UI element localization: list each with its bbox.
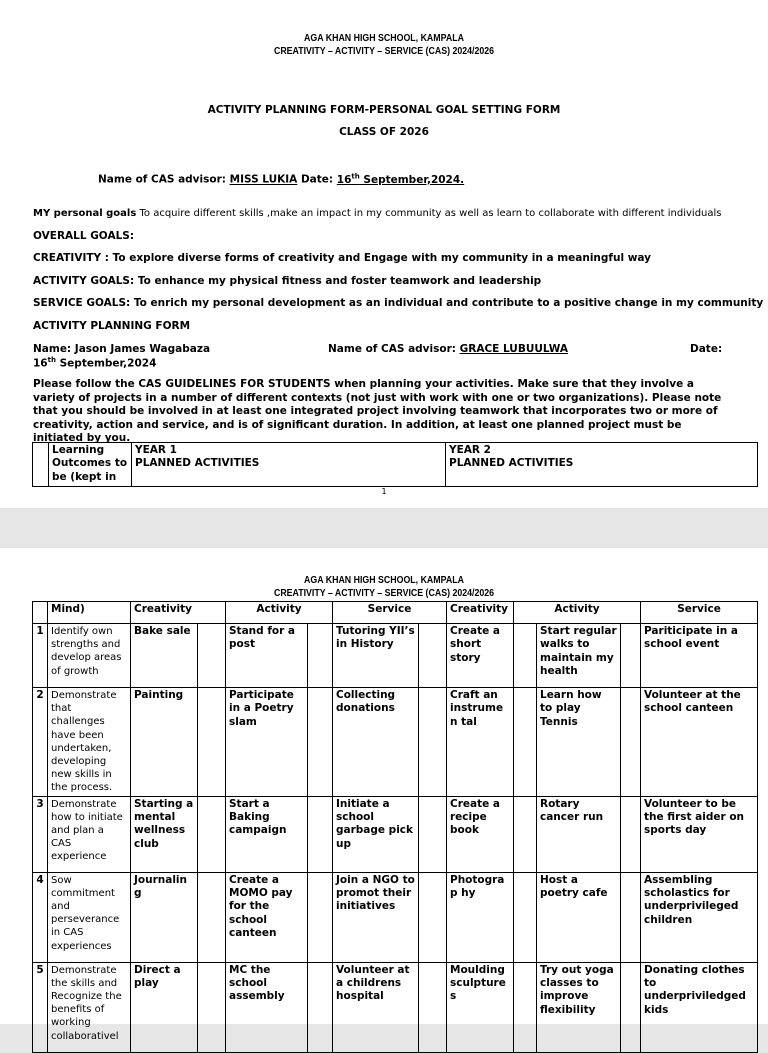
empty-cell [198, 872, 226, 962]
empty-cell [308, 796, 333, 872]
advisor2-name: GRACE LUBUULWA [459, 343, 568, 355]
year2-header [446, 443, 758, 487]
overall-goals: OVERALL GOALS: [33, 230, 135, 242]
school-name: AGA KHAN HIGH SCHOOL, KAMPALA [304, 33, 464, 44]
personal-goals-text: To acquire different skills ,make an impact in my community as well as learn to collaborate with different individuals [136, 208, 722, 219]
table-header-row [33, 602, 758, 624]
empty-cell [514, 688, 537, 797]
y2-service-cell: Assembling scholastics for underprivileged children [641, 872, 758, 962]
col-outcomes: Mind) [48, 602, 131, 624]
table-row [33, 872, 758, 962]
advisor2-label: Name of CAS advisor: [328, 343, 460, 355]
y2-activity-cell: Host a poetry cafe [537, 872, 621, 962]
activity-goal: ACTIVITY GOALS: To enhance my physical fitness and foster teamwork and leadership [33, 275, 542, 287]
date-rest: September,2024. [359, 173, 465, 186]
col-y1-creativity: Creativity [131, 602, 226, 624]
empty-cell [514, 962, 537, 1052]
y2-creativity-cell: Photograp hy [447, 872, 514, 962]
date-label: Date: [300, 173, 334, 186]
advisor-line [98, 172, 464, 186]
row-number: 4 [33, 872, 48, 962]
year1-title: YEAR 1 [135, 444, 177, 456]
advisor2-line [328, 343, 568, 355]
year2-title: YEAR 2 [449, 444, 491, 456]
student-name: Name: Jason James Wagabaza [33, 343, 211, 355]
y2-creativity-cell: Moulding sculptures [447, 962, 514, 1052]
col-y2-service: Service [641, 602, 758, 624]
personal-goals [33, 208, 722, 219]
y1-creativity-cell: Journalin g [131, 872, 198, 962]
date2-rest: September,2024 [55, 357, 157, 370]
table-row [33, 962, 758, 1052]
y2-activity-cell: Learn how to play Tennis [537, 688, 621, 797]
form-title: ACTIVITY PLANNING FORM-PERSONAL GOAL SETTING FORM [207, 104, 561, 116]
date2-label: Date: [690, 343, 723, 355]
service-goal: SERVICE GOALS: To enrich my personal development as an individual and contribute to a positive change in my community [33, 297, 764, 309]
num-cell [33, 443, 49, 487]
empty-cell [419, 962, 447, 1052]
learning-outcome: Demonstrate how to initiate and plan a CAS experience [48, 796, 131, 872]
y2-activity-cell: Start regular walks to maintain my health [537, 624, 621, 688]
empty-cell [514, 624, 537, 688]
y1-creativity-cell: Painting [131, 688, 198, 797]
learning-outcome: Identify own strengths and develop areas of growth [48, 624, 131, 688]
outcomes-header: Learning Outcomes to be (kept in [49, 443, 132, 487]
empty-cell [621, 796, 641, 872]
empty-cell [198, 624, 226, 688]
empty-cell [308, 962, 333, 1052]
y1-creativity-cell: Direct a play [131, 962, 198, 1052]
empty-cell [308, 872, 333, 962]
empty-cell [419, 796, 447, 872]
y2-activity-cell: Rotary cancer run [537, 796, 621, 872]
table-head-row [33, 443, 758, 487]
y1-activity-cell: Create a MOMO pay for the school canteen [226, 872, 308, 962]
row-number: 2 [33, 688, 48, 797]
creativity-goal: CREATIVITY : To explore diverse forms of creativity and Engage with my community in a meaningful way [33, 252, 652, 264]
advisor-name: MISS LUKIA [229, 173, 298, 186]
empty-cell [308, 688, 333, 797]
advisor-label: Name of CAS advisor: [98, 173, 226, 186]
year1-sub: PLANNED ACTIVITIES [135, 457, 260, 470]
col-y1-service: Service [333, 602, 447, 624]
row-number: 5 [33, 962, 48, 1052]
learning-outcome: Demonstrate the skills and Recognize the benefits of working collaborativel [48, 962, 131, 1052]
empty-cell [621, 962, 641, 1052]
num-cell [33, 602, 48, 624]
y1-activity-cell: MC the school assembly [226, 962, 308, 1052]
date2-value [33, 356, 156, 370]
y2-creativity-cell: Create a short story [447, 624, 514, 688]
y1-activity-cell: Start a Baking campaign [226, 796, 308, 872]
y1-creativity-cell: Starting a mental wellness club [131, 796, 198, 872]
empty-cell [621, 624, 641, 688]
date-value [337, 174, 464, 186]
y1-service-cell: Tutoring YII’s in History [333, 624, 419, 688]
empty-cell [621, 872, 641, 962]
table-row [33, 796, 758, 872]
class-of: CLASS OF 2026 [339, 126, 429, 138]
learning-outcome: Demonstrate that challenges have been undertaken, developing new skills in the process. [48, 688, 131, 797]
empty-cell [419, 624, 447, 688]
y2-creativity-cell: Create a recipe book [447, 796, 514, 872]
empty-cell [514, 796, 537, 872]
date-day: 16 [336, 173, 352, 186]
y1-activity-cell: Stand for a post [226, 624, 308, 688]
page-1 [0, 0, 768, 508]
y2-service-cell: Pariticipate in a school event [641, 624, 758, 688]
empty-cell [514, 872, 537, 962]
y1-activity-cell: Participate in a Poetry slam [226, 688, 308, 797]
program-title-2: CREATIVITY – ACTIVITY – SERVICE (CAS) 2024/2026 [273, 588, 495, 599]
y2-activity-cell: Try out yoga classes to improve flexibility [537, 962, 621, 1052]
table-row [33, 688, 758, 797]
row-number: 1 [33, 624, 48, 688]
date2-day: 16 [33, 357, 48, 370]
y1-service-cell: Initiate a school garbage pick up [333, 796, 419, 872]
learning-outcome: Sow commitment and perseverance in CAS experiences [48, 872, 131, 962]
y2-service-cell: Donating clothes to underpriviledged kids [641, 962, 758, 1052]
empty-cell [621, 688, 641, 797]
col-y1-activity: Activity [226, 602, 333, 624]
planning-table [32, 601, 758, 1053]
date-sup: th [351, 172, 360, 180]
empty-cell [198, 688, 226, 797]
program-title: CREATIVITY – ACTIVITY – SERVICE (CAS) 2024/2026 [273, 46, 495, 57]
guidelines-paragraph: Please follow the CAS GUIDELINES FOR STUDENTS when planning your activities. Make sure that they involve a variety of projects in a number of different contexts (not just with work with one or two organizations). Please note that you should be involved in at least one integrated project involving teamwork that incorporates two or more of creativity, action and service, and is of significant duration. In addition, at least one planned project must be initiated by you. [33, 378, 722, 444]
school-name-2: AGA KHAN HIGH SCHOOL, KAMPALA [304, 575, 464, 586]
page-2 [0, 548, 768, 1042]
planning-table-head [32, 442, 758, 487]
empty-cell [308, 624, 333, 688]
y1-creativity-cell: Bake sale [131, 624, 198, 688]
col-y2-activity: Activity [514, 602, 641, 624]
planning-form-title: ACTIVITY PLANNING FORM [33, 320, 191, 332]
empty-cell [419, 872, 447, 962]
col-y2-creativity: Creativity [447, 602, 514, 624]
empty-cell [198, 962, 226, 1052]
y1-service-cell: Collecting donations [333, 688, 419, 797]
y1-service-cell: Join a NGO to promot their initiatives [333, 872, 419, 962]
y2-service-cell: Volunteer to be the first aider on sports day [641, 796, 758, 872]
page-number: 1 [381, 487, 387, 496]
y2-creativity-cell: Craft an instrumen tal [447, 688, 514, 797]
table-row [33, 624, 758, 688]
row-number: 3 [33, 796, 48, 872]
date2-sup: th [47, 356, 56, 364]
personal-goals-label: MY personal goals [33, 208, 137, 219]
y1-service-cell: Volunteer at a childrens hospital [333, 962, 419, 1052]
year2-sub: PLANNED ACTIVITIES [449, 457, 574, 470]
y2-service-cell: Volunteer at the school canteen [641, 688, 758, 797]
empty-cell [198, 796, 226, 872]
empty-cell [419, 688, 447, 797]
year1-header [132, 443, 446, 487]
